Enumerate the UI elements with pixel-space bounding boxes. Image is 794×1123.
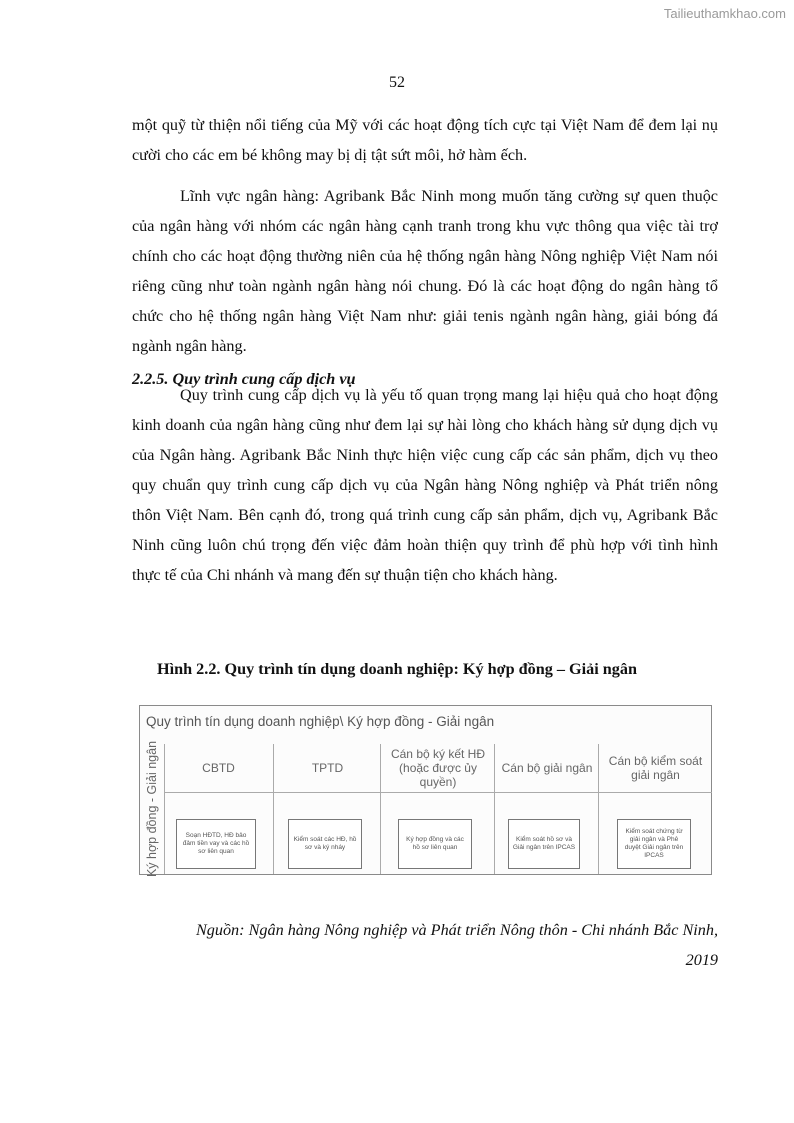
section-heading: 2.2.5. Quy trình cung cấp dịch vụ	[132, 370, 356, 388]
lane-header: Cán bộ kiểm soát giải ngân	[599, 744, 712, 793]
lane-cbtd	[164, 744, 273, 874]
process-box: Kiểm soát hồ sơ và Giải ngân trên IPCAS	[508, 819, 580, 869]
process-diagram	[139, 705, 712, 878]
diagram-title: Quy trình tín dụng doanh nghiệp\ Ký hợp đồng - Giải ngân	[146, 714, 495, 729]
lane-header: Cán bộ giải ngân	[495, 744, 599, 793]
lane-signer	[380, 744, 495, 874]
figure-caption: Hình 2.2. Quy trình tín dụng doanh nghiệp: Ký hợp đồng – Giải ngân	[157, 660, 637, 678]
process-box: Soạn HĐTD, HĐ bảo đảm tiền vay và các hồ sơ liên quan	[176, 819, 256, 869]
process-box: Kiểm soát các HĐ, hồ sơ và ký nháy	[288, 819, 362, 869]
paragraph-2: Lĩnh vực ngân hàng: Agribank Bắc Ninh mong muốn tăng cường sự quen thuộc của ngân hàng với nhóm các ngân hàng cạnh tranh trong khu vực thông qua việc tài trợ chính cho các hoạt động thường niên của hệ thống ngân hàng Nông nghiệp Việt Nam nói riêng cũng như toàn ngành ngân hàng nói chung. Đó là các hoạt động do ngân hàng tổ chức cho hệ thống ngân hàng Việt Nam như: giải tenis ngành ngân hàng, giải bóng đá ngành ngân hàng.	[132, 187, 718, 355]
lane-header: CBTD	[164, 744, 273, 793]
source-year: 2019	[685, 951, 718, 969]
paragraph-3: Quy trình cung cấp dịch vụ là yếu tố quan trọng mang lại hiệu quả cho hoạt động kinh doanh của ngân hàng cũng như đem lại sự hài lòng cho khách hàng sử dụng dịch vụ của Ngân hàng. Agribank Bắc Ninh thực hiện việc cung cấp các sản phẩm, dịch vụ theo quy chuẩn quy trình cung cấp dịch vụ của Ngân hàng Nông nghiệp và Phát triển nông thôn Việt Nam. Bên cạnh đó, trong quá trình cung cấp sản phẩm, dịch vụ, Agribank Bắc Ninh cũng luôn chú trọng đến việc đảm hoàn thiện quy trình để phù hợp với tình hình thực tế của Chi nhánh và mang đến sự thuận tiện cho khách hàng.	[132, 386, 718, 584]
diagram-side-label	[140, 740, 165, 878]
process-box: Ký hợp đồng và các hồ sơ liên quan	[398, 819, 472, 869]
side-label-text: Ký hợp đồng - Giải ngân	[145, 740, 159, 878]
page-number: 52	[389, 74, 405, 91]
lane-header: TPTD	[274, 744, 381, 793]
lane-disbursement	[494, 744, 599, 874]
paragraph-1: một quỹ từ thiện nổi tiếng của Mỹ với các hoạt động tích cực tại Việt Nam để đem lại nụ cười cho các em bé không may bị dị tật sứt môi, hở hàm ếch.	[132, 116, 718, 164]
process-box: Kiểm soát chứng từ giải ngân và Phê duyệt Giải ngân trên IPCAS	[617, 819, 691, 869]
lane-header: Cán bộ ký kết HĐ (hoặc được ủy quyền)	[381, 744, 495, 793]
watermark: Tailieuthamkhao.com	[663, 6, 786, 21]
lane-tptd	[273, 744, 381, 874]
source-note: Nguồn: Ngân hàng Nông nghiệp và Phát triển Nông thôn - Chi nhánh Bắc Ninh,	[195, 921, 718, 939]
lane-controller	[598, 744, 712, 874]
